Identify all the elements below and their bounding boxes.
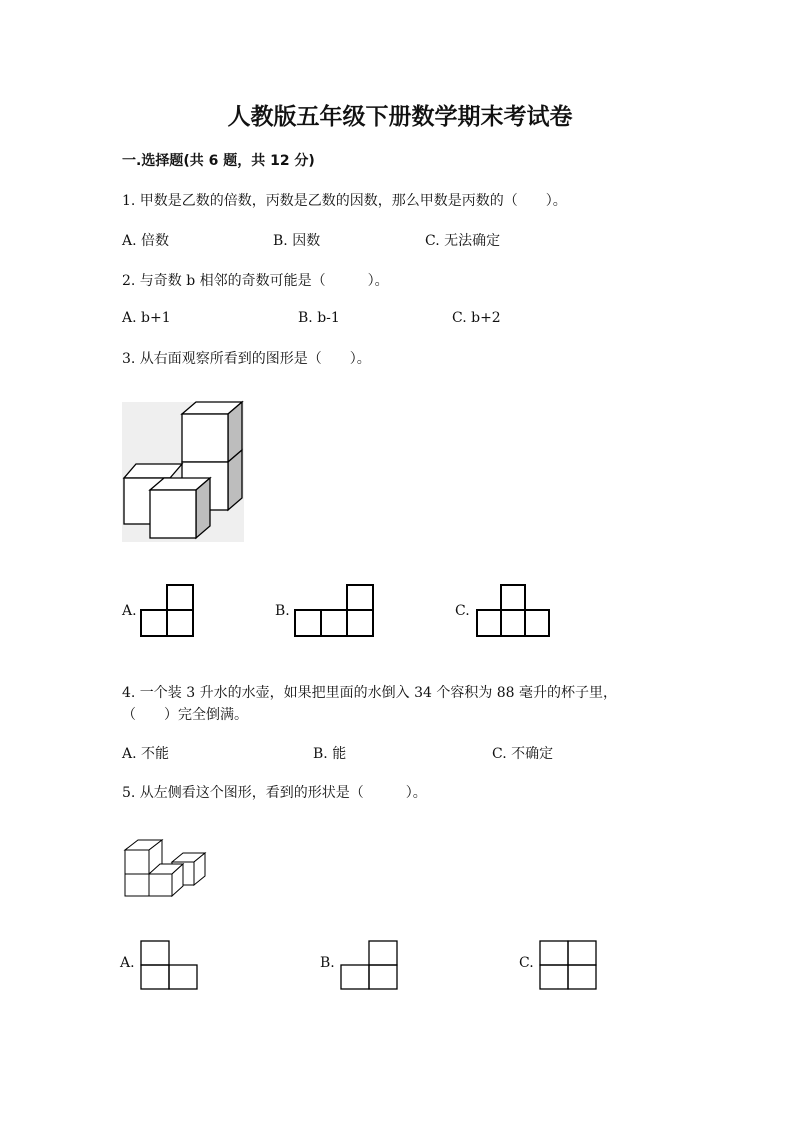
q3-option-a-figure[interactable] [139, 584, 195, 638]
section-heading: 一.选择题(共 6 题，共 12 分) [122, 153, 315, 169]
q4-option-a[interactable]: A. 不能 [122, 746, 170, 762]
question-5-text: 5. 从左侧看这个图形，看到的形状是（ ）。 [122, 785, 427, 801]
q5-option-c-figure[interactable] [539, 940, 599, 992]
q3-option-b-figure[interactable] [293, 584, 375, 638]
question-2-text: 2. 与奇数 b 相邻的奇数可能是（ ）。 [122, 273, 389, 289]
q4-option-c[interactable]: C. 不确定 [492, 746, 554, 762]
q3-option-c[interactable]: C. [455, 603, 470, 619]
q3-cube-figure [122, 402, 244, 542]
question-4-text-cont: （ ）完全倒满。 [122, 707, 248, 723]
q1-option-a[interactable]: A. 倍数 [122, 233, 170, 249]
q3-option-b[interactable]: B. [275, 603, 290, 619]
q4-option-b[interactable]: B. 能 [313, 746, 347, 762]
q5-option-b-figure[interactable] [340, 940, 400, 992]
q1-option-c[interactable]: C. 无法确定 [425, 233, 501, 249]
q2-option-a[interactable]: A. b+1 [122, 310, 171, 326]
page-title: 人教版五年级下册数学期末考试卷 [227, 104, 573, 130]
question-4-text: 4. 一个装 3 升水的水壶，如果把里面的水倒入 34 个容积为 88 毫升的杯子里， [122, 685, 618, 701]
q5-option-c[interactable]: C. [519, 955, 534, 971]
question-1-text: 1. 甲数是乙数的倍数，丙数是乙数的因数，那么甲数是丙数的（ ）。 [122, 193, 567, 209]
q5-option-a-figure[interactable] [140, 940, 200, 992]
q1-option-b[interactable]: B. 因数 [273, 233, 321, 249]
question-3-text: 3. 从右面观察所看到的图形是（ ）。 [122, 351, 371, 367]
q5-cube-figure [122, 836, 212, 898]
q3-option-a[interactable]: A. [122, 603, 137, 619]
q3-option-c-figure[interactable] [475, 584, 553, 638]
q2-option-c[interactable]: C. b+2 [452, 310, 501, 326]
q2-option-b[interactable]: B. b-1 [298, 310, 340, 326]
q5-option-b[interactable]: B. [320, 955, 335, 971]
q5-option-a[interactable]: A. [120, 955, 135, 971]
